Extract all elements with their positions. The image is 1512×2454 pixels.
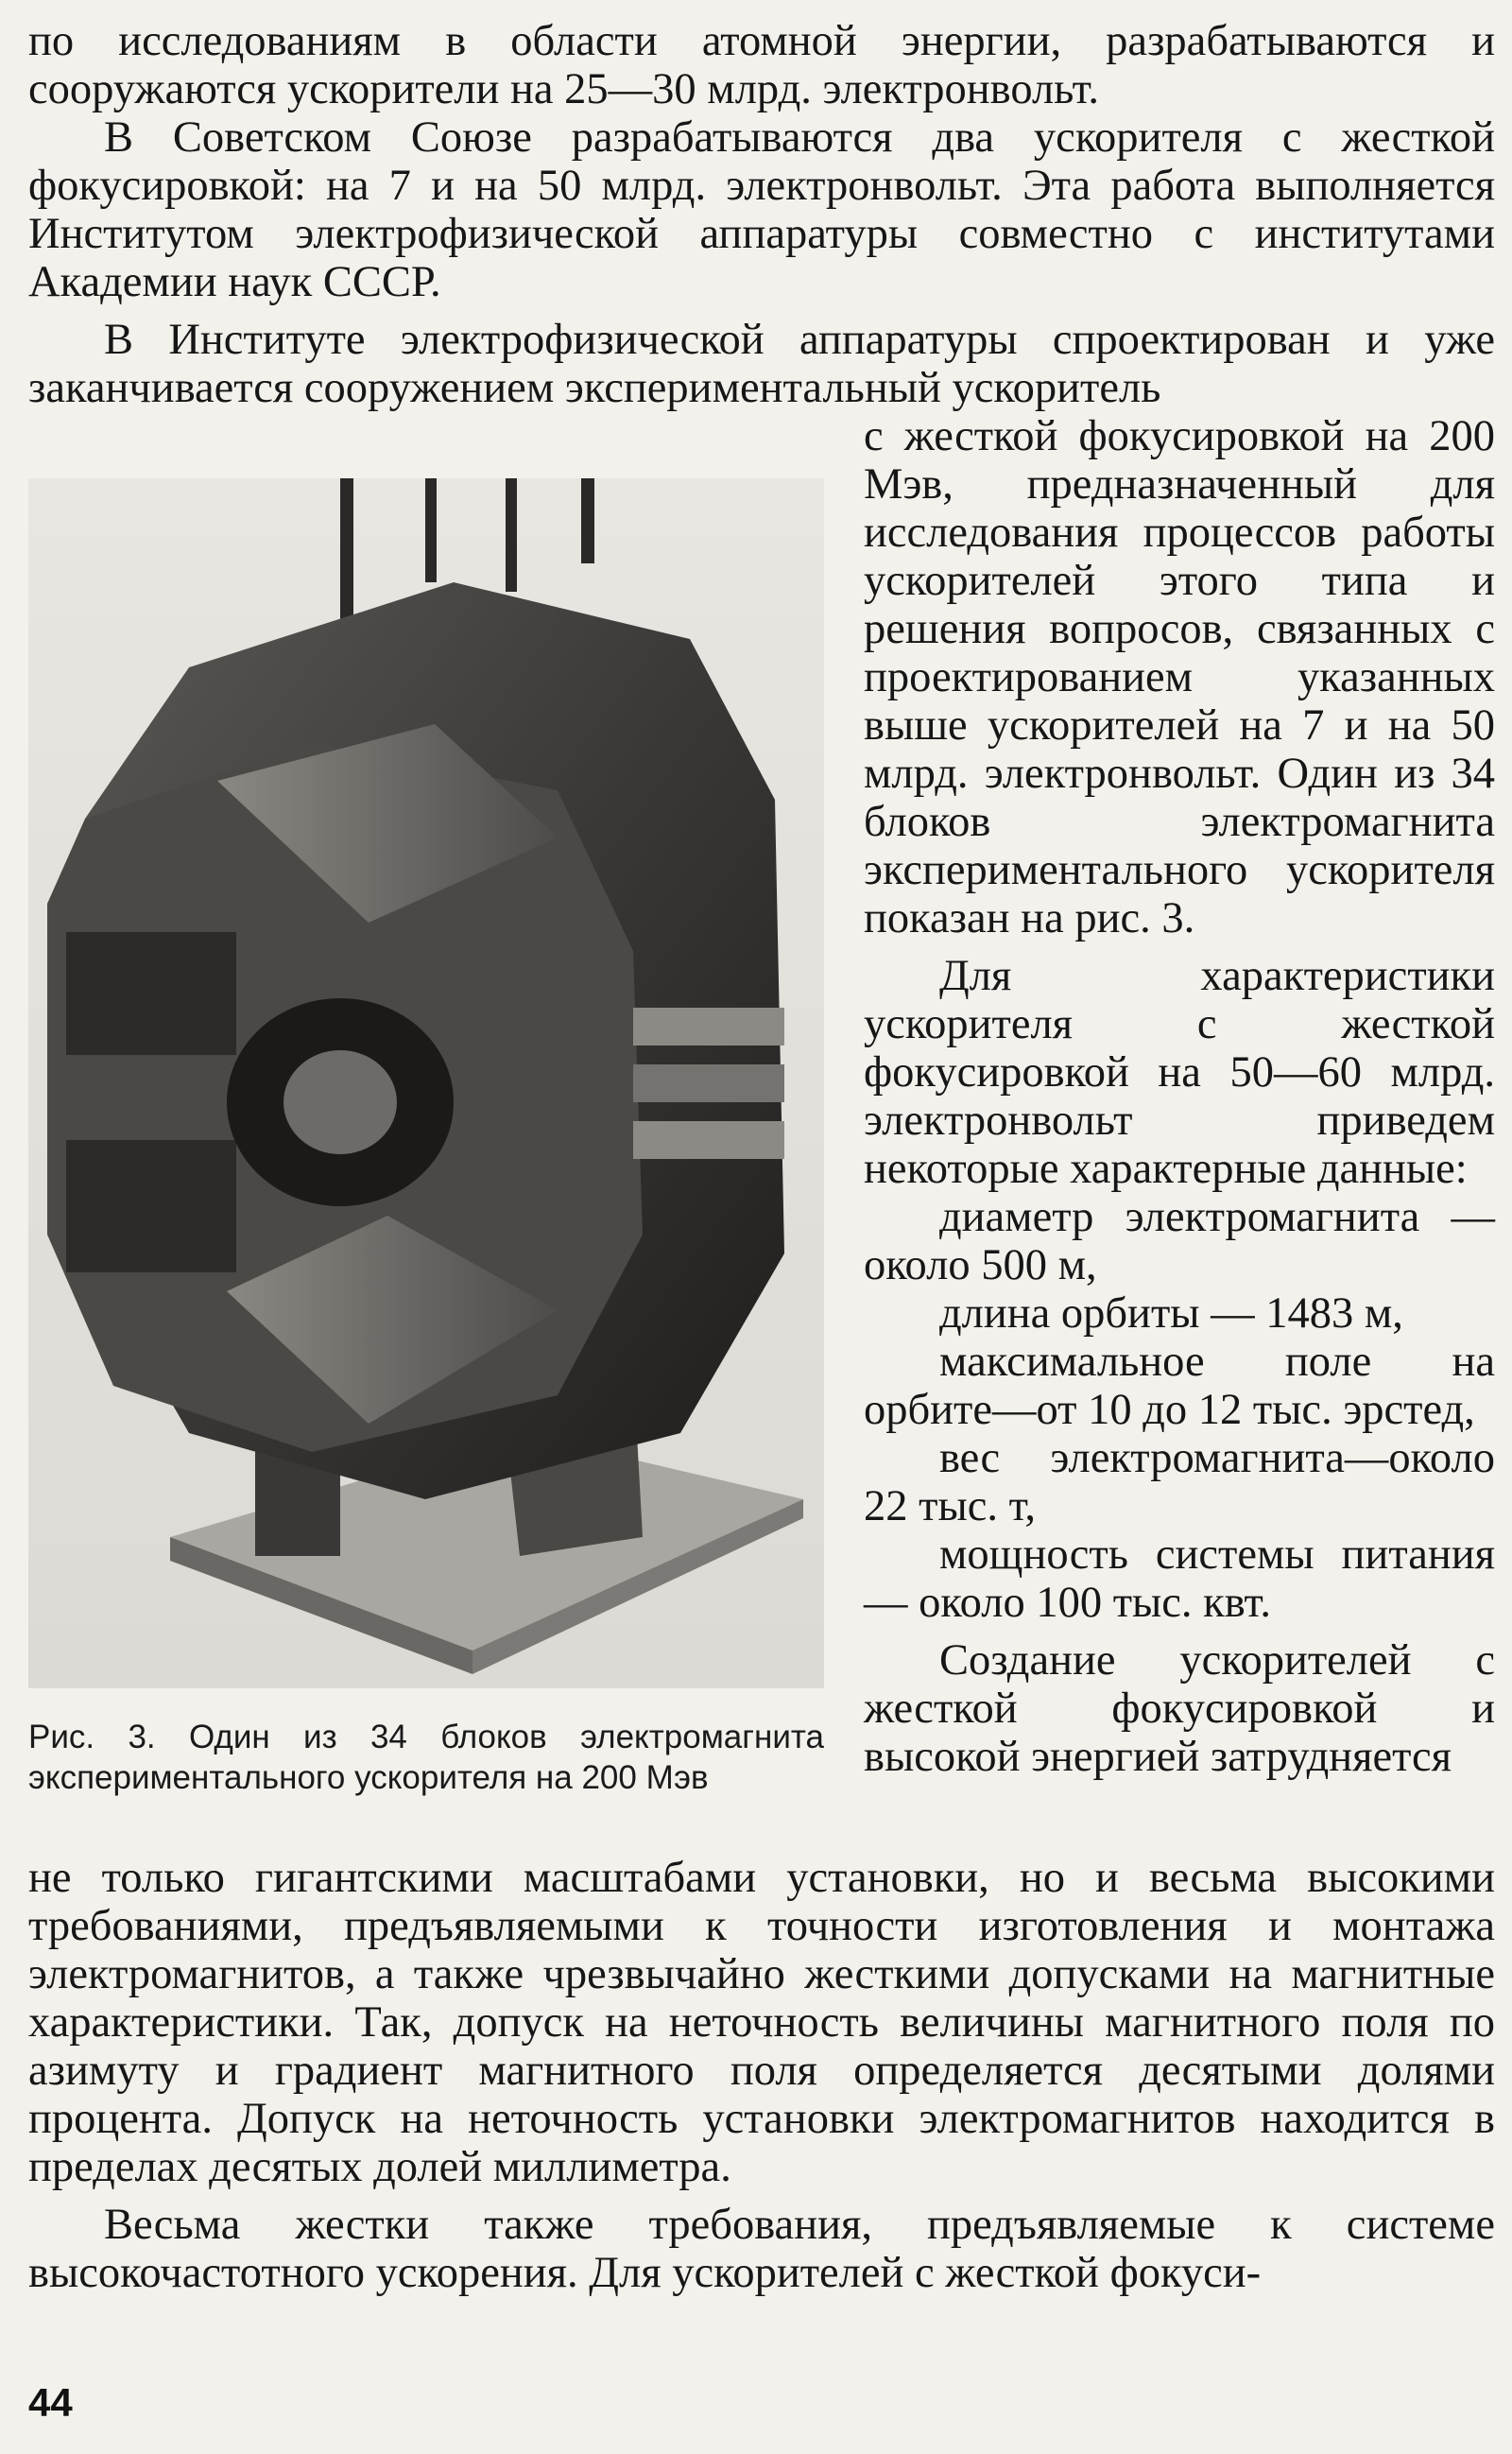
data-item-max-field: максимальное поле на орбите—от 10 до 12 тыс. эрстед, <box>864 1338 1495 1434</box>
paragraph-3-wrapped: с жесткой фокусировкой на 200 Мэв, предназначенный для исследования процессов работы ускорителей этого типа и решения вопросов, связанных с проектированием указанных выше ускорителей на 7 и на 50 млрд. электронвольт. Один из 34 блоков электромагнита экспериментального ускорителя показан на рис. 3. <box>864 412 1495 942</box>
paragraph-5-rest: не только гигантскими масштабами установки, но и весьма высокими требованиями, предъявляемыми к точности изготовления и монтажа электромагнитов, а также чрезвычайно жесткими допусками на магнитные характеристики. Так, допуск на неточность величины магнитного поля по азимуту и градиент магнитного поля определяется десятыми долями процента. Допуск на неточность установки электромагнитов находится в пределах десятых долей миллиметра. <box>28 1854 1495 2191</box>
book-page <box>28 17 1495 2437</box>
paragraph-5-wrapped: Создание ускорителей с жесткой фокусировкой и высокой энергией затрудняется <box>864 1636 1495 1781</box>
data-item-power: мощность системы питания — около 100 тыс. квт. <box>864 1530 1495 1627</box>
figure-3 <box>28 412 824 1854</box>
figure-caption: Рис. 3. Один из 34 блоков электромагнита экспериментального ускорителя на 200 Мэв <box>28 1719 824 1796</box>
data-item-weight: вес электромагнита—около 22 тыс. т, <box>864 1434 1495 1530</box>
paragraph-4: Для характеристики ускорителя с жесткой фокусировкой на 50—60 млрд. электронвольт приведем некоторые характерные данные: <box>864 952 1495 1193</box>
paragraph-2: В Советском Союзе разрабатываются два ускорителя с жесткой фокусировкой: на 7 и на 50 млрд. электронвольт. Эта работа выполняется Институтом электрофизической аппаратуры совместно с институтами Академии наук СССР. <box>28 113 1495 306</box>
figure-wrap-area <box>28 412 1495 1854</box>
data-item-diameter: диаметр электромагнита — около 500 м, <box>864 1193 1495 1289</box>
paragraph-6: Весьма жестки также требования, предъявляемые к системе высокочастотного ускорения. Для ускорителей с жесткой фокуси- <box>28 2201 1495 2297</box>
electromagnet-block-photo <box>28 478 824 1688</box>
paragraph-1: по исследованиям в области атомной энергии, разрабатываются и сооружаются ускорители на 25—30 млрд. электронвольт. <box>28 17 1495 113</box>
data-item-orbit-length: длина орбиты — 1483 м, <box>939 1289 1403 1338</box>
page-number: 44 <box>28 2380 73 2425</box>
paragraph-3-intro: В Институте электрофизической аппаратуры спроектирован и уже заканчивается сооружением экспериментальный ускоритель <box>28 316 1495 412</box>
